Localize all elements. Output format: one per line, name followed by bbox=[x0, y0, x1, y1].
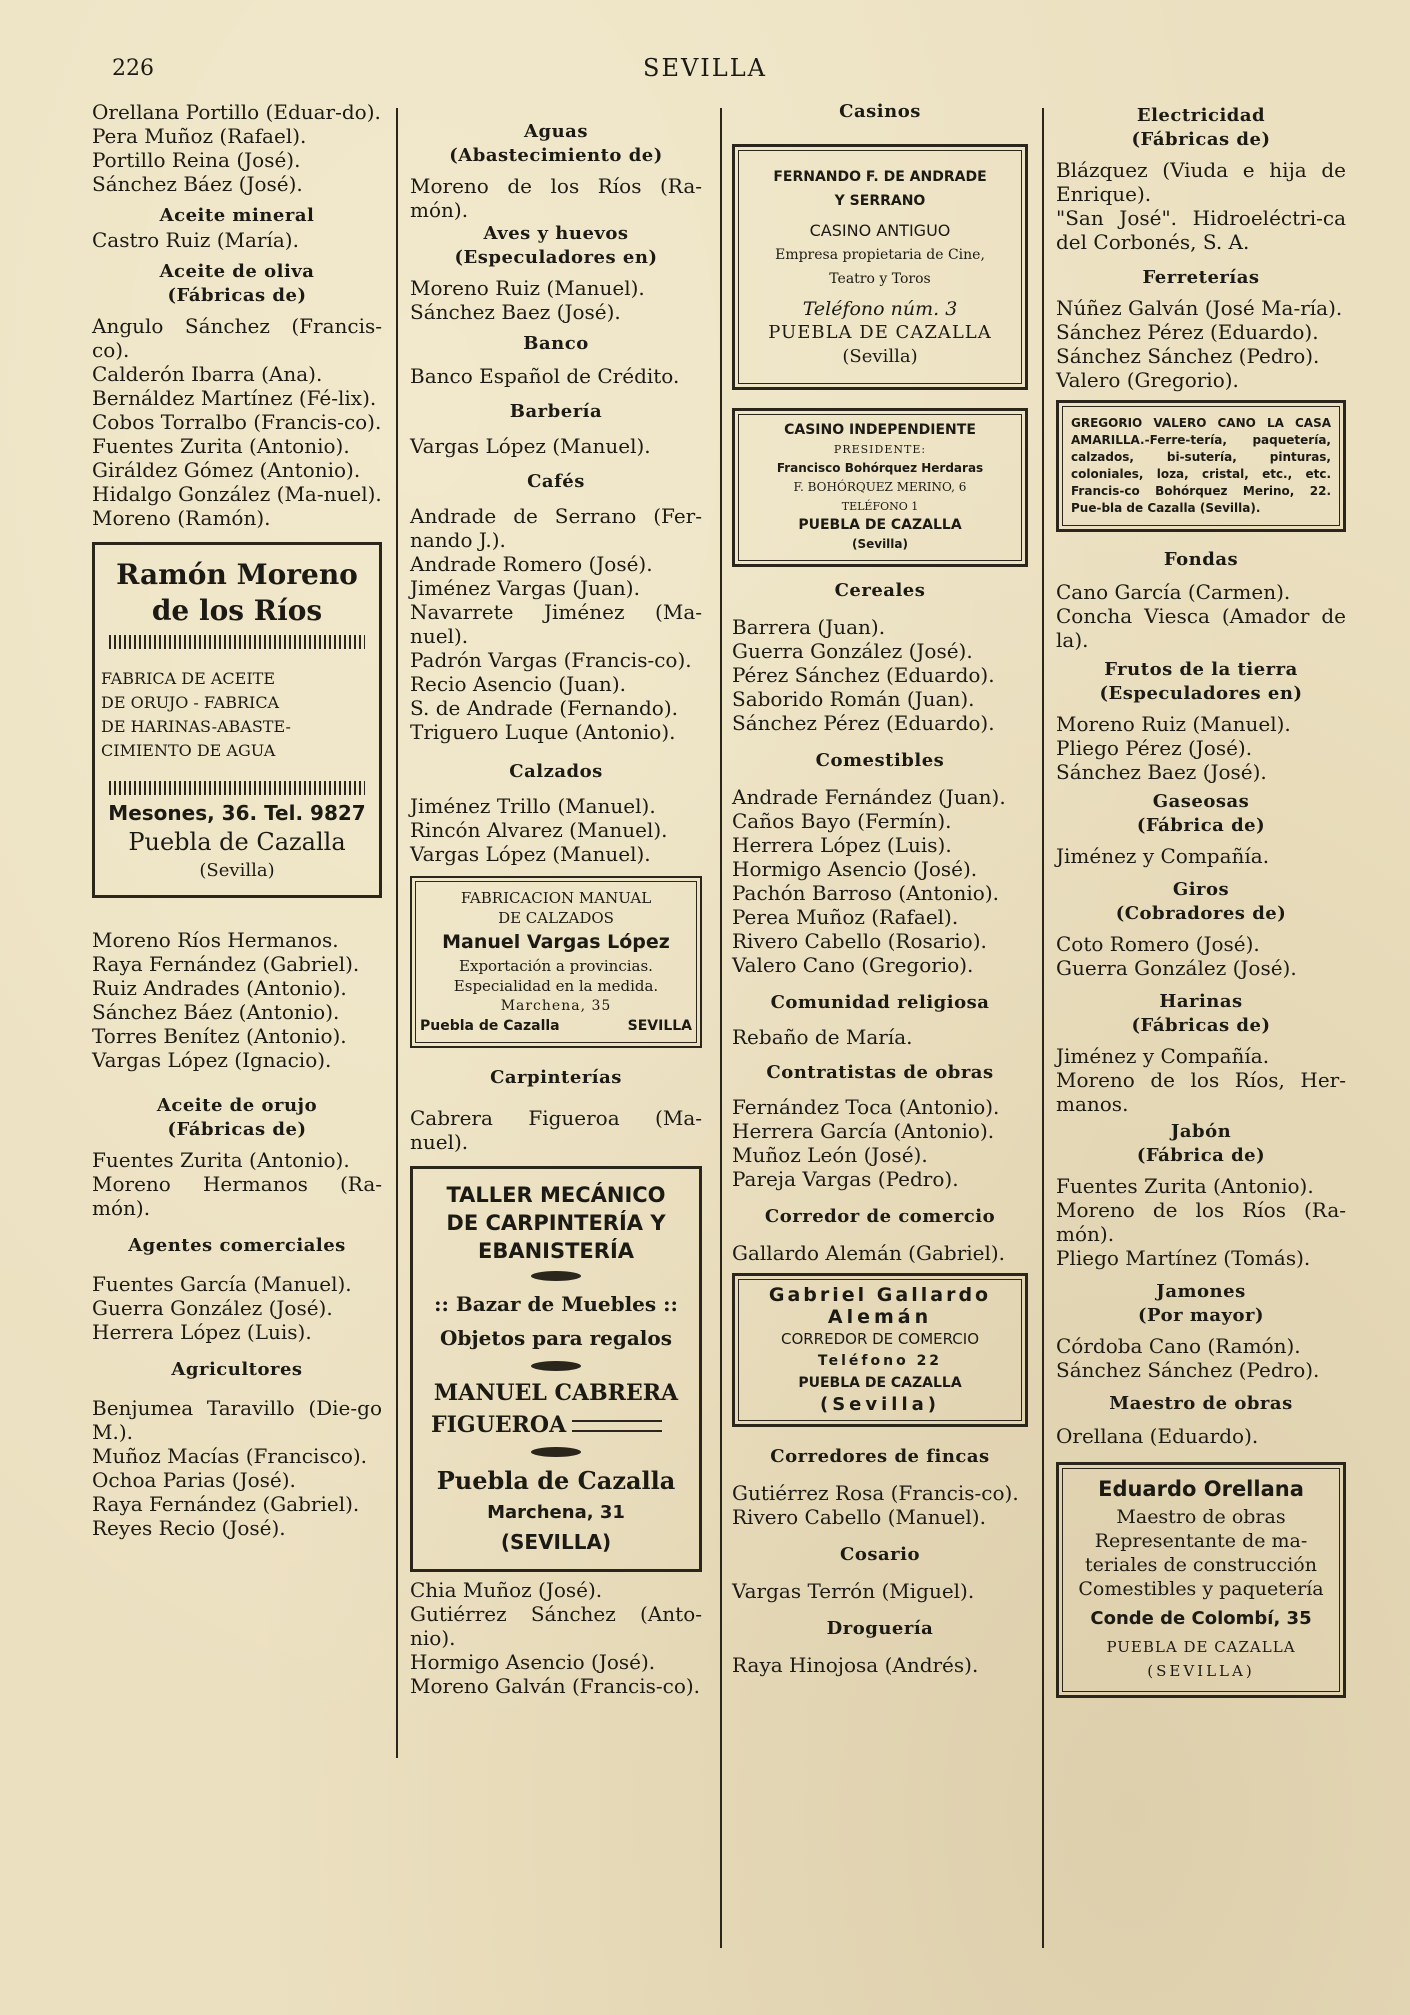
ad-line: FERNANDO F. DE ANDRADE bbox=[773, 169, 987, 185]
advertisement-ramon-moreno bbox=[92, 542, 382, 898]
section-heading: Agentes comerciales bbox=[128, 1235, 346, 1256]
ad-phone: Teléfono núm. 3 bbox=[802, 298, 958, 320]
directory-entry: Herrera López (Luis). bbox=[92, 1320, 312, 1344]
directory-entry: Moreno Ruiz (Manuel). bbox=[410, 276, 645, 300]
advertisement-taller-mecanico bbox=[410, 1166, 702, 1572]
directory-entry: Herrera García (Antonio). bbox=[732, 1119, 995, 1143]
entry-list bbox=[732, 1481, 1028, 1529]
directory-entry: Orellana (Eduardo). bbox=[1056, 1424, 1259, 1448]
entry-list bbox=[1056, 932, 1346, 980]
advertisement-orellana bbox=[1056, 1462, 1346, 1698]
section-heading: Barbería bbox=[509, 401, 603, 422]
directory-entry: Rivero Cabello (Manuel). bbox=[732, 1505, 986, 1529]
column-3 bbox=[732, 100, 1028, 1677]
directory-entry: Cano García (Carmen). bbox=[1056, 580, 1291, 604]
directory-entry: Pachón Barroso (Antonio). bbox=[732, 881, 999, 905]
section-subheading: (Especuladores en) bbox=[1099, 683, 1303, 704]
directory-entry: Vargas López (Manuel). bbox=[410, 434, 651, 458]
directory-entry: Fuentes García (Manuel). bbox=[92, 1272, 352, 1296]
ad-province: (Sevilla) bbox=[851, 537, 908, 551]
ad-line: Especialidad en la medida. bbox=[453, 977, 659, 995]
section-heading: Cereales bbox=[834, 580, 926, 601]
directory-entry: Muñoz León (José). bbox=[732, 1143, 928, 1167]
ad-title: Eduardo Orellana bbox=[1098, 1477, 1304, 1501]
column-rule bbox=[396, 108, 398, 1758]
entry-list bbox=[92, 314, 382, 530]
section-heading: Aves y huevos bbox=[483, 223, 629, 244]
directory-entry: Concha Viesca (Amador de la). bbox=[1056, 604, 1346, 652]
section-subheading: (Abastecimiento de) bbox=[449, 145, 663, 166]
directory-entry: Moreno (Ramón). bbox=[92, 506, 271, 530]
directory-entry: Recio Asencio (Juan). bbox=[410, 672, 626, 696]
entry-list bbox=[732, 1025, 1028, 1049]
directory-entry: Banco Español de Crédito. bbox=[410, 364, 680, 388]
ad-line: FABRICACION MANUAL bbox=[460, 889, 652, 907]
directory-entry: Ruiz Andrades (Antonio). bbox=[92, 976, 347, 1000]
directory-entry: Valero Cano (Gregorio). bbox=[732, 953, 974, 977]
ad-address: Marchena, 31 bbox=[487, 1502, 625, 1523]
directory-entry: Jiménez Vargas (Juan). bbox=[410, 576, 640, 600]
ad-address: Marchena, 35 bbox=[500, 998, 612, 1014]
section-subheading: (Fábrica de) bbox=[1136, 1145, 1266, 1166]
directory-entry: Fernández Toca (Antonio). bbox=[732, 1095, 1000, 1119]
section-subheading: (Fábricas de) bbox=[167, 1119, 307, 1140]
directory-entry: Moreno de los Ríos (Ra-món). bbox=[1056, 1198, 1346, 1246]
ad-body-line: DE ORUJO - FABRICA bbox=[101, 693, 280, 712]
directory-entry: Sánchez Báez (José). bbox=[92, 172, 303, 196]
directory-entry: Andrade Fernández (Juan). bbox=[732, 785, 1006, 809]
directory-entry: Rivero Cabello (Rosario). bbox=[732, 929, 987, 953]
entry-list bbox=[92, 1148, 382, 1220]
ad-name: FIGUEROA bbox=[431, 1412, 567, 1438]
directory-entry: Fuentes Zurita (Antonio). bbox=[92, 1148, 350, 1172]
ad-title: Ramón Moreno bbox=[116, 558, 358, 591]
entry-list bbox=[410, 276, 702, 324]
ad-body-line: DE HARINAS-ABASTE- bbox=[101, 717, 291, 736]
advertisement-casino-independiente bbox=[732, 408, 1028, 567]
entry-list bbox=[92, 928, 382, 1072]
section-heading: Corredor de comercio bbox=[764, 1206, 996, 1227]
entry-list bbox=[410, 504, 702, 744]
directory-entry: Vargas López (Manuel). bbox=[410, 842, 651, 866]
directory-entry: Pérez Sánchez (Eduardo). bbox=[732, 663, 995, 687]
ad-text: GREGORIO VALERO CANO LA CASA AMARILLA.-Ferre-tería, paquetería, calzados, bi-sutería, pinturas, coloniales, loza, cristal, etc., etc. Francis-co Bohórquez Merino, 22. Pue-bla de Cazalla (Sevilla). bbox=[1062, 406, 1340, 526]
section-heading: Droguería bbox=[826, 1618, 934, 1639]
section-subheading: (Fábricas de) bbox=[1131, 1015, 1271, 1036]
entry-list bbox=[92, 100, 382, 196]
ad-line: CORREDOR DE COMERCIO bbox=[780, 1330, 980, 1348]
column-rule bbox=[1042, 108, 1044, 1948]
ad-province: (SEVILLA) bbox=[1147, 1662, 1255, 1680]
section-heading: Casinos bbox=[839, 101, 921, 122]
section-heading: Aguas bbox=[524, 121, 588, 142]
ad-town: Puebla de Cazalla bbox=[420, 1018, 560, 1034]
entry-list bbox=[732, 785, 1028, 977]
directory-entry: Cobos Torralbo (Francis-co). bbox=[92, 410, 382, 434]
entry-list bbox=[732, 1241, 1028, 1265]
ad-line: Representante de ma-teriales de construcción bbox=[1085, 1530, 1317, 1576]
directory-entry: Gutiérrez Rosa (Francis-co). bbox=[732, 1481, 1019, 1505]
directory-entry: Sánchez Baez (José). bbox=[410, 300, 621, 324]
directory-entry: Rincón Alvarez (Manuel). bbox=[410, 818, 668, 842]
section-subheading: (Cobradores de) bbox=[1115, 903, 1287, 924]
ad-title: DE CARPINTERÍA Y bbox=[446, 1211, 666, 1235]
directory-entry: Giráldez Gómez (Antonio). bbox=[92, 458, 361, 482]
ad-line: Teatro y Toros bbox=[829, 271, 931, 287]
section-heading: Comestibles bbox=[815, 750, 945, 771]
ad-line: :: Bazar de Muebles :: bbox=[434, 1292, 678, 1316]
entry-list bbox=[732, 1095, 1028, 1191]
ornament bbox=[109, 635, 365, 649]
directory-entry: Benjumea Taravillo (Die-go M.). bbox=[92, 1396, 382, 1444]
section-heading: Electricidad bbox=[1136, 105, 1266, 126]
directory-entry: Raya Fernández (Gabriel). bbox=[92, 952, 360, 976]
directory-entry: Muñoz Macías (Francisco). bbox=[92, 1444, 368, 1468]
spacer bbox=[92, 1072, 382, 1086]
ad-body-line: FABRICA DE ACEITE bbox=[101, 669, 276, 688]
ad-line: Y SERRANO bbox=[834, 193, 926, 209]
section-heading: Comunidad religiosa bbox=[770, 992, 990, 1013]
directory-entry: Blázquez (Viuda e hija de Enrique). bbox=[1056, 158, 1346, 206]
entry-list bbox=[92, 1396, 382, 1540]
directory-entry: Sánchez Báez (Antonio). bbox=[92, 1000, 340, 1024]
directory-entry: Jiménez y Compañía. bbox=[1056, 844, 1270, 868]
entry-list bbox=[732, 615, 1028, 735]
ad-body-line: CIMIENTO DE AGUA bbox=[101, 741, 276, 760]
advertisement-gallardo bbox=[732, 1273, 1028, 1427]
directory-entry: Fuentes Zurita (Antonio). bbox=[1056, 1174, 1314, 1198]
ornament bbox=[531, 1447, 581, 1457]
entry-list bbox=[410, 174, 702, 222]
directory-entry: Andrade Romero (José). bbox=[410, 552, 653, 576]
entry-list bbox=[410, 364, 702, 388]
ad-name: MANUEL CABRERA bbox=[433, 1380, 679, 1406]
ad-town: PUEBLA DE CAZALLA bbox=[798, 517, 962, 533]
directory-entry: Pareja Vargas (Pedro). bbox=[732, 1167, 959, 1191]
ad-title: CASINO INDEPENDIENTE bbox=[784, 422, 976, 438]
ad-line: Comestibles y paquetería bbox=[1078, 1578, 1324, 1600]
directory-entry: Córdoba Cano (Ramón). bbox=[1056, 1334, 1301, 1358]
ad-province: (Sevilla) bbox=[199, 860, 275, 881]
ad-title: Alemán bbox=[827, 1306, 933, 1328]
directory-entry: Andrade de Serrano (Fer-nando J.). bbox=[410, 504, 702, 552]
ad-title: EBANISTERÍA bbox=[477, 1239, 635, 1263]
advertisement-valero bbox=[1056, 400, 1346, 532]
directory-entry: Guerra González (José). bbox=[732, 639, 973, 663]
directory-entry: Sánchez Baez (José). bbox=[1056, 760, 1267, 784]
section-heading: Jabón bbox=[1170, 1121, 1232, 1142]
section-heading: Fondas bbox=[1163, 549, 1239, 570]
entry-list bbox=[1056, 712, 1346, 784]
section-heading: Corredores de fincas bbox=[770, 1446, 990, 1467]
column-4 bbox=[1056, 100, 1346, 1704]
entry-list bbox=[410, 1578, 702, 1698]
directory-entry: Caños Bayo (Fermín). bbox=[732, 809, 952, 833]
directory-entry: Reyes Recio (José). bbox=[92, 1516, 286, 1540]
directory-entry: Pliego Pérez (José). bbox=[1056, 736, 1253, 760]
ad-line: Francisco Bohórquez Herdaras bbox=[776, 461, 984, 475]
section-subheading: (Fábricas de) bbox=[167, 285, 307, 306]
section-heading: Jamones bbox=[1156, 1281, 1246, 1302]
page-number: 226 bbox=[112, 56, 154, 81]
entry-list bbox=[92, 228, 382, 252]
directory-entry: Orellana Portillo (Eduar-do). bbox=[92, 100, 381, 124]
ad-line: PRESIDENTE: bbox=[833, 443, 927, 456]
directory-entry: Moreno Ríos Hermanos. bbox=[92, 928, 339, 952]
directory-entry: Navarrete Jiménez (Ma-nuel). bbox=[410, 600, 702, 648]
directory-entry: Coto Romero (José). bbox=[1056, 932, 1260, 956]
directory-entry: Ochoa Parias (José). bbox=[92, 1468, 296, 1492]
section-heading: Aceite mineral bbox=[159, 205, 315, 226]
directory-entry: Cabrera Figueroa (Ma-nuel). bbox=[410, 1106, 702, 1154]
ad-line: Empresa propietaria de Cine, bbox=[775, 247, 985, 263]
ad-address: Mesones, 36. Tel. 9827 bbox=[108, 801, 366, 825]
ad-town: Puebla de Cazalla bbox=[128, 828, 346, 856]
directory-entry: Gallardo Alemán (Gabriel). bbox=[732, 1241, 1006, 1265]
ad-line: Exportación a provincias. bbox=[459, 957, 653, 975]
ad-title: TALLER MECÁNICO bbox=[446, 1183, 666, 1207]
directory-entry: Hormigo Asencio (José). bbox=[732, 857, 978, 881]
advertisement-casino-antiguo bbox=[732, 144, 1028, 390]
directory-entry: Moreno Ruiz (Manuel). bbox=[1056, 712, 1291, 736]
section-subheading: (Por mayor) bbox=[1138, 1305, 1264, 1326]
directory-entry: Jiménez Trillo (Manuel). bbox=[410, 794, 656, 818]
directory-entry: Gutiérrez Sánchez (Anto-nio). bbox=[410, 1602, 702, 1650]
ad-line: Objetos para regalos bbox=[440, 1326, 672, 1350]
section-heading: Cosario bbox=[840, 1544, 920, 1565]
section-heading: Agricultores bbox=[171, 1359, 303, 1380]
directory-entry: Bernáldez Martínez (Fé-lix). bbox=[92, 386, 377, 410]
directory-entry: Rebaño de María. bbox=[732, 1025, 913, 1049]
section-heading: Giros bbox=[1172, 879, 1230, 900]
directory-entry: Sánchez Pérez (Eduardo). bbox=[732, 711, 995, 735]
directory-entry: Valero (Gregorio). bbox=[1056, 368, 1239, 392]
directory-entry: Raya Fernández (Gabriel). bbox=[92, 1492, 360, 1516]
ad-address: F. BOHÓRQUEZ MERINO, 6 bbox=[793, 480, 967, 494]
entry-list bbox=[1056, 1424, 1346, 1448]
ad-town: PUEBLA DE CAZALLA bbox=[798, 1375, 962, 1391]
directory-entry: Hormigo Asencio (José). bbox=[410, 1650, 656, 1674]
entry-list bbox=[1056, 296, 1346, 392]
ad-title: de los Ríos bbox=[151, 594, 323, 627]
ad-province: (SEVILLA) bbox=[500, 1530, 612, 1554]
entry-list bbox=[410, 1106, 702, 1154]
entry-list bbox=[732, 1579, 1028, 1603]
entry-list bbox=[1056, 844, 1346, 868]
ad-province: (Sevilla) bbox=[842, 346, 918, 367]
section-heading: Harinas bbox=[1159, 991, 1243, 1012]
entry-list bbox=[92, 1272, 382, 1344]
entry-list bbox=[1056, 158, 1346, 254]
directory-entry: Guerra González (José). bbox=[1056, 956, 1297, 980]
section-subheading: (Especuladores en) bbox=[454, 247, 658, 268]
directory-entry: Chia Muñoz (José). bbox=[410, 1578, 603, 1602]
directory-entry: Raya Hinojosa (Andrés). bbox=[732, 1653, 979, 1677]
section-heading: Gaseosas bbox=[1152, 791, 1250, 812]
directory-entry: Vargas López (Ignacio). bbox=[92, 1048, 332, 1072]
directory-entry: Torres Benítez (Antonio). bbox=[92, 1024, 347, 1048]
ornament bbox=[109, 781, 365, 795]
advertisement-vargas-lopez bbox=[410, 876, 702, 1048]
running-head: SEVILLA bbox=[643, 54, 767, 82]
section-heading: Banco bbox=[523, 333, 589, 354]
ad-town: PUEBLA DE CAZALLA bbox=[768, 322, 992, 343]
section-heading: Frutos de la tierra bbox=[1104, 659, 1298, 680]
ornament bbox=[531, 1361, 581, 1371]
section-heading: Contratistas de obras bbox=[766, 1062, 994, 1083]
directory-entry: Guerra González (José). bbox=[92, 1296, 333, 1320]
directory-entry: Triguero Luque (Antonio). bbox=[410, 720, 676, 744]
directory-entry: Barrera (Juan). bbox=[732, 615, 886, 639]
ad-phone: TELÉFONO 1 bbox=[841, 500, 919, 513]
directory-entry: Jiménez y Compañía. bbox=[1056, 1044, 1270, 1068]
entry-list bbox=[1056, 1044, 1346, 1116]
directory-entry: Moreno Galván (Francis-co). bbox=[410, 1674, 701, 1698]
entry-list bbox=[732, 1653, 1028, 1677]
entry-list bbox=[1056, 1174, 1346, 1270]
directory-entry: Vargas Terrón (Miguel). bbox=[732, 1579, 975, 1603]
column-rule bbox=[720, 108, 722, 1948]
directory-entry: Pliego Martínez (Tomás). bbox=[1056, 1246, 1311, 1270]
entry-list bbox=[1056, 580, 1346, 652]
section-heading: Ferreterías bbox=[1142, 267, 1260, 288]
directory-entry: Pera Muñoz (Rafael). bbox=[92, 124, 307, 148]
entry-list bbox=[1056, 1334, 1346, 1382]
entry-list bbox=[410, 434, 702, 458]
directory-entry: S. de Andrade (Fernando). bbox=[410, 696, 678, 720]
ad-title: CASINO ANTIGUO bbox=[809, 221, 951, 240]
directory-entry: Sánchez Pérez (Eduardo). bbox=[1056, 320, 1319, 344]
ornament bbox=[572, 1420, 662, 1432]
ad-province: (Sevilla) bbox=[819, 1394, 940, 1415]
directory-entry: Perea Muñoz (Rafael). bbox=[732, 905, 959, 929]
directory-entry: Calderón Ibarra (Ana). bbox=[92, 362, 323, 386]
directory-entry: Angulo Sánchez (Francis-co). bbox=[92, 314, 382, 362]
ad-town: PUEBLA DE CAZALLA bbox=[1106, 1638, 1296, 1656]
directory-entry: Núñez Galván (José Ma-ría). bbox=[1056, 296, 1343, 320]
ad-line: Maestro de obras bbox=[1116, 1506, 1286, 1528]
ad-line: DE CALZADOS bbox=[498, 909, 614, 927]
ad-address: Conde de Colombí, 35 bbox=[1090, 1608, 1312, 1629]
entry-list bbox=[410, 794, 702, 866]
directory-entry: Moreno de los Ríos (Ra-món). bbox=[410, 174, 702, 222]
directory-entry: "San José". Hidroeléctri-ca del Corbonés, S. A. bbox=[1056, 206, 1346, 254]
directory-entry: Sánchez Sánchez (Pedro). bbox=[1056, 344, 1320, 368]
directory-entry: Fuentes Zurita (Antonio). bbox=[92, 434, 350, 458]
directory-entry: Moreno de los Ríos, Her-manos. bbox=[1056, 1068, 1346, 1116]
ad-town: Puebla de Cazalla bbox=[436, 1466, 676, 1495]
directory-entry: Padrón Vargas (Francis-co). bbox=[410, 648, 692, 672]
section-heading: Maestro de obras bbox=[1109, 1393, 1293, 1414]
column-2 bbox=[410, 100, 702, 1698]
section-heading: Cafés bbox=[527, 471, 585, 492]
directory-entry: Castro Ruiz (María). bbox=[92, 228, 299, 252]
section-heading: Aceite de oliva bbox=[159, 261, 315, 282]
section-subheading: (Fábrica de) bbox=[1136, 815, 1266, 836]
directory-entry: Moreno Hermanos (Ra-món). bbox=[92, 1172, 382, 1220]
ad-title: Gabriel Gallardo bbox=[768, 1284, 992, 1306]
section-heading: Aceite de orujo bbox=[156, 1095, 318, 1116]
ad-body bbox=[101, 667, 373, 763]
column-1 bbox=[92, 100, 382, 1540]
section-heading: Carpinterías bbox=[490, 1067, 622, 1088]
directory-entry: Portillo Reina (José). bbox=[92, 148, 301, 172]
directory-entry: Sánchez Sánchez (Pedro). bbox=[1056, 1358, 1320, 1382]
ad-title: Manuel Vargas López bbox=[442, 931, 670, 953]
directory-entry: Herrera López (Luis). bbox=[732, 833, 952, 857]
ornament bbox=[531, 1271, 581, 1281]
section-subheading: (Fábricas de) bbox=[1131, 129, 1271, 150]
ad-phone: Teléfono 22 bbox=[817, 1353, 943, 1369]
ad-province: SEVILLA bbox=[627, 1018, 692, 1034]
directory-entry: Hidalgo González (Ma-nuel). bbox=[92, 482, 382, 506]
directory-entry: Saborido Román (Juan). bbox=[732, 687, 975, 711]
section-heading: Calzados bbox=[509, 761, 603, 782]
